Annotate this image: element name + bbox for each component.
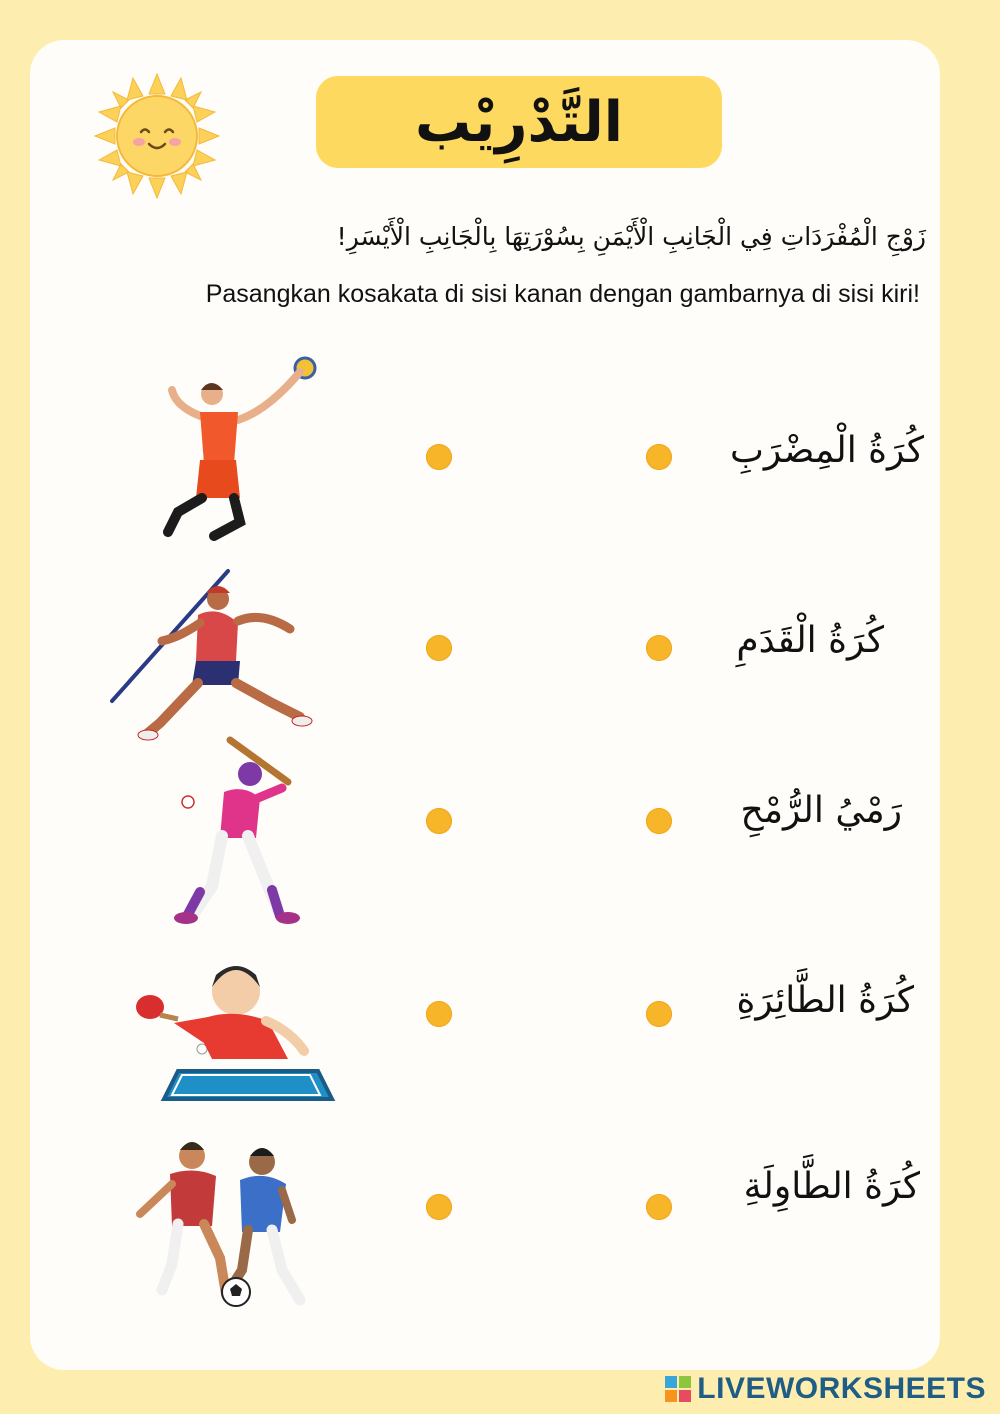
baseball-batter-icon[interactable]	[130, 732, 350, 932]
vocab-word-1: كُرَةُ الْمِضْرَبِ	[729, 430, 924, 471]
match-dot-left-4[interactable]	[426, 1001, 452, 1027]
football-players-icon[interactable]	[120, 1132, 340, 1332]
match-dot-right-2[interactable]	[646, 635, 672, 661]
match-dot-left-2[interactable]	[426, 635, 452, 661]
page-title: التَّدْرِيْب	[415, 89, 623, 155]
match-dot-right-4[interactable]	[646, 1001, 672, 1027]
liveworksheets-logo-icon	[665, 1376, 691, 1402]
vocab-word-5: كُرَةُ الطَّاوِلَةِ	[743, 1166, 920, 1207]
match-dot-right-5[interactable]	[646, 1194, 672, 1220]
vocab-word-2: كُرَةُ الْقَدَمِ	[736, 620, 884, 661]
table-tennis-player-icon[interactable]	[116, 955, 336, 1155]
vocab-word-3: رَمْيُ الرُّمْحِ	[740, 790, 902, 831]
volleyball-player-icon[interactable]	[130, 352, 350, 552]
instruction-arabic: زَوْجِ الْمُفْرَدَاتِ فِي الْجَانِبِ الْأَيْمَنِ بِسُوْرَتِهَا بِالْجَانِبِ الْأَيْسَرِ!	[336, 222, 926, 251]
title-banner	[316, 76, 722, 168]
vocab-word-4: كُرَةُ الطَّائِرَةِ	[736, 980, 914, 1021]
match-dot-right-3[interactable]	[646, 808, 672, 834]
match-dot-right-1[interactable]	[646, 444, 672, 470]
instruction-indonesian: Pasangkan kosakata di sisi kanan dengan gambarnya di sisi kiri!	[205, 280, 920, 308]
match-dot-left-3[interactable]	[426, 808, 452, 834]
liveworksheets-brand[interactable]	[665, 1372, 986, 1406]
sun-icon	[93, 72, 221, 200]
brand-name: LIVEWORKSHEETS	[697, 1372, 986, 1405]
match-dot-left-1[interactable]	[426, 444, 452, 470]
match-dot-left-5[interactable]	[426, 1194, 452, 1220]
